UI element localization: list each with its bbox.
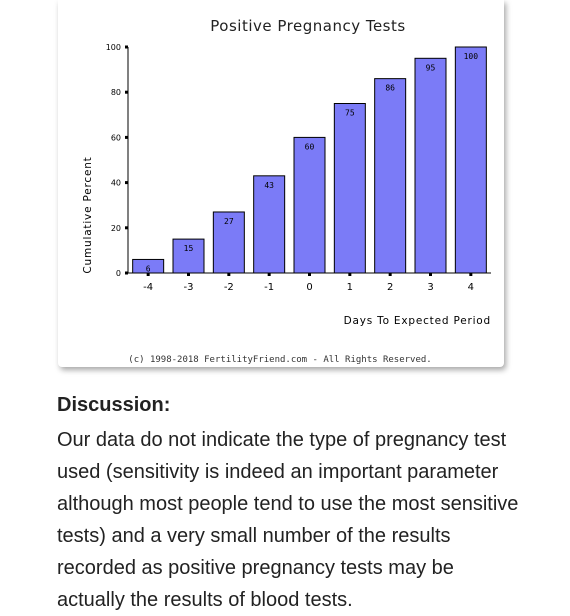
data-label: 43 — [264, 180, 274, 190]
discussion-heading: Discussion: — [57, 394, 171, 416]
data-label: 100 — [463, 52, 479, 61]
data-label: 60 — [304, 142, 315, 152]
bar — [334, 104, 365, 274]
x-tick-label: 1 — [346, 282, 354, 293]
discussion-text: Our data do not indicate the type of pregnancy test used (sensitivity is indeed an important parameter although most people tend to use the most sensitive tests) and a very small number of the results recorded as positive pregnancy tests may be actually the results of blood tests. — [57, 429, 519, 611]
y-tick-label: 100 — [105, 43, 121, 52]
data-label: 6 — [145, 264, 151, 274]
x-tick-label: 3 — [427, 282, 434, 293]
bar — [415, 58, 446, 273]
x-axis-label: Days To Expected Period — [343, 315, 491, 327]
data-label: 95 — [425, 63, 436, 73]
y-tick-label: 40 — [110, 178, 121, 188]
bars — [133, 47, 487, 273]
copyright-notice: (c) 1998-2018 FertilityFriend.com - All Rights Reserved. — [128, 355, 432, 365]
x-axis-ticks — [143, 273, 474, 293]
x-tick-label: 0 — [306, 282, 313, 293]
bar — [375, 79, 406, 273]
x-tick-label: -3 — [183, 282, 194, 293]
bar — [254, 176, 285, 273]
chart-card — [58, 0, 504, 367]
x-tick-label: -1 — [264, 282, 275, 293]
x-tick-label: 2 — [386, 282, 394, 293]
data-label: 15 — [183, 244, 194, 254]
y-axis-ticks — [106, 43, 128, 278]
x-tick-label: -2 — [223, 282, 234, 293]
y-axis-label: Cumulative Percent — [82, 156, 94, 274]
y-tick-label: 80 — [110, 88, 121, 98]
bar — [455, 47, 486, 273]
y-tick-label: 20 — [110, 223, 121, 233]
data-label: 75 — [345, 108, 355, 118]
bar — [294, 137, 325, 273]
discussion-section — [57, 390, 527, 616]
x-tick-label: -4 — [143, 282, 154, 293]
y-tick-label: 0 — [115, 269, 121, 278]
chart-title: Positive Pregnancy Tests — [210, 17, 406, 35]
data-label: 86 — [385, 83, 395, 93]
data-label: 27 — [224, 216, 234, 226]
bar-chart — [58, 0, 504, 367]
x-tick-label: 4 — [467, 282, 475, 293]
y-tick-label: 60 — [110, 133, 121, 143]
